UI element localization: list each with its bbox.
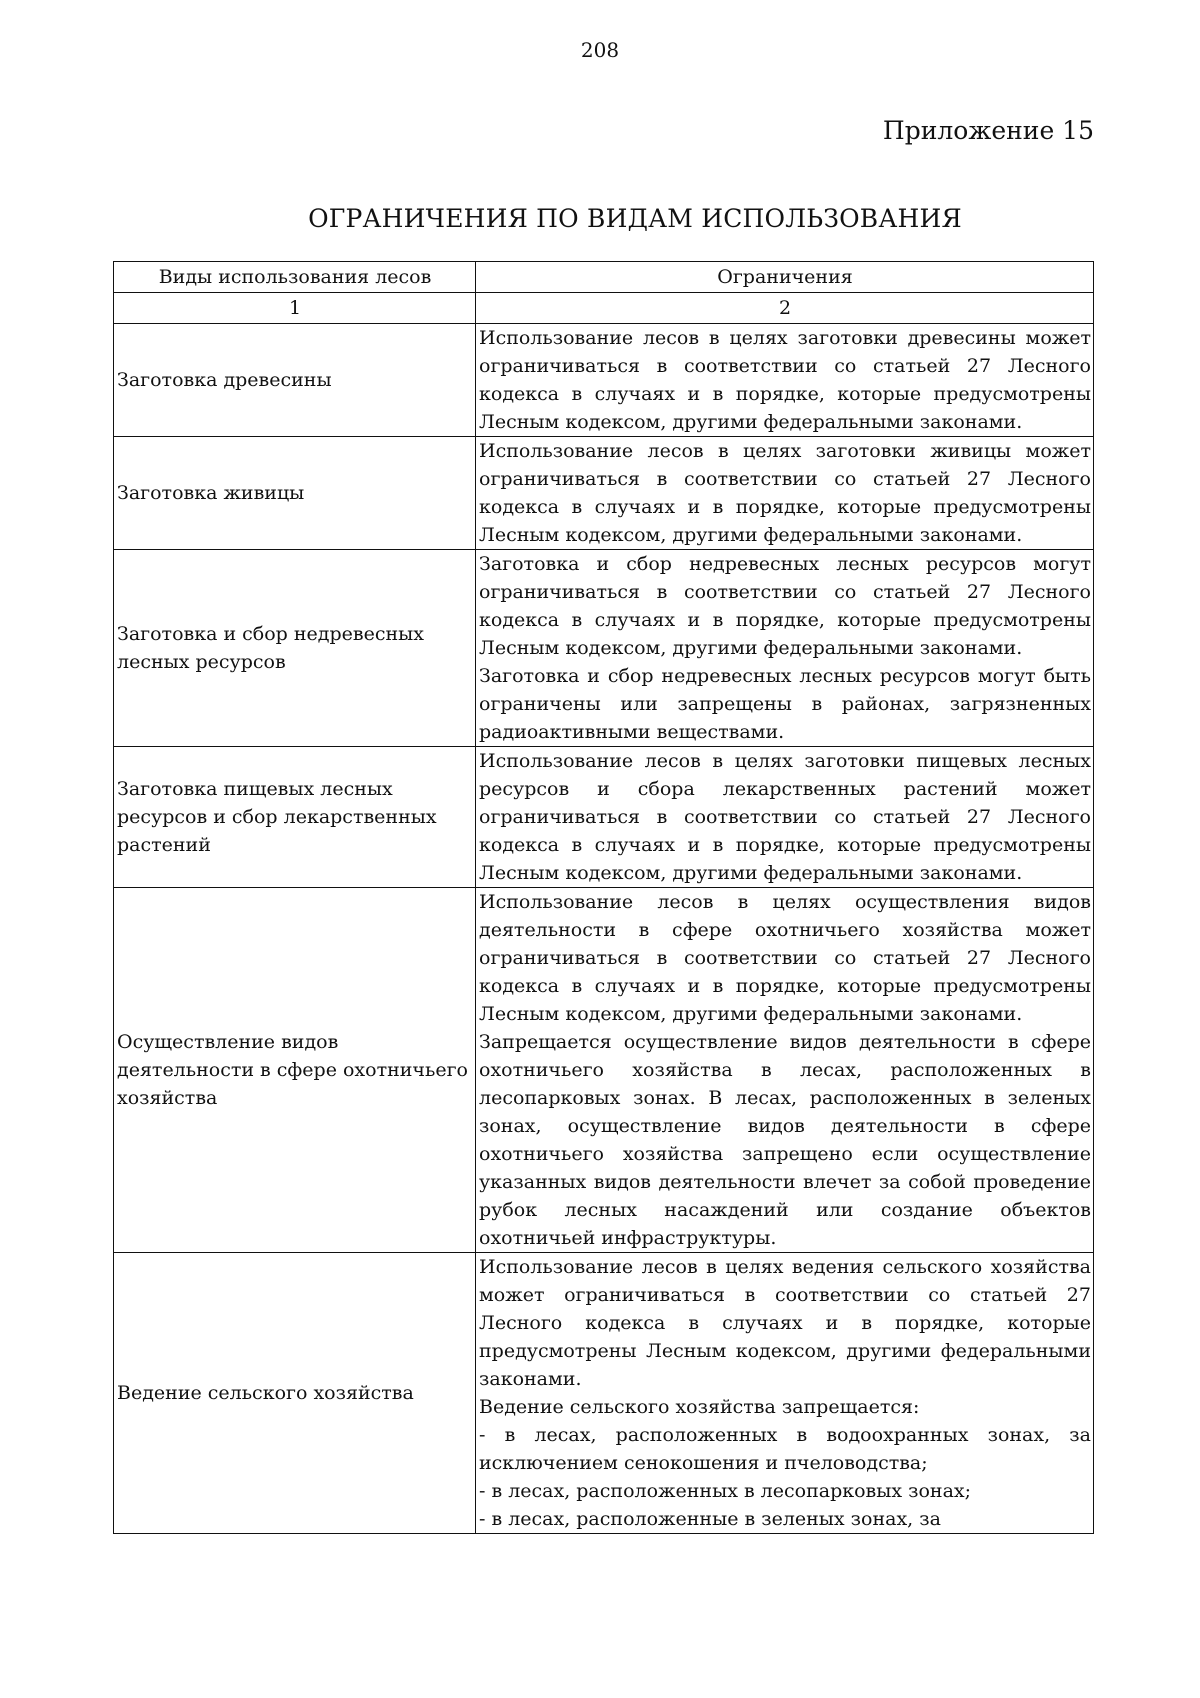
row-restriction — [476, 437, 1094, 550]
restriction-bullet: - в лесах, расположенных в лесопарковых зонах; — [479, 1480, 972, 1502]
row-kind: Заготовка живицы — [114, 437, 476, 550]
table-row — [114, 747, 1094, 888]
column-number-row — [114, 293, 1094, 324]
page-title: ОГРАНИЧЕНИЯ ПО ВИДАМ ИСПОЛЬЗОВАНИЯ — [308, 204, 962, 233]
row-restriction — [476, 550, 1094, 747]
table-row — [114, 437, 1094, 550]
header-forest-use: Виды использования лесов — [114, 262, 476, 293]
restriction-paragraph: Запрещается осуществление видов деятельности в сфере охотничьего хозяйства в лесах, расположенных в лесопарковых зонах. В лесах, расположенных в зеленых зонах, осуществление видов деятельности в сфере охотничьего хозяйства запрещено если осуществление указанных видов деятельности влечет за собой проведение рубок лесных насаждений или создание объектов охотничьей инфраструктуры. — [479, 1031, 1091, 1249]
table-row — [114, 888, 1094, 1253]
page-number: 208 — [580, 38, 620, 62]
restrictions-table — [113, 261, 1094, 1534]
restriction-paragraph: Использование лесов в целях заготовки древесины может ограничиваться в соответствии со статьей 27 Лесного кодекса в случаях и в порядке, которые предусмотрены Лесным кодексом, другими федеральными законами. — [479, 327, 1091, 433]
header-row — [114, 262, 1094, 293]
restriction-bullet: - в лесах, расположенные в зеленых зонах, за — [479, 1508, 941, 1530]
row-kind: Заготовка и сбор недревесных лесных ресурсов — [114, 550, 476, 747]
header-restrictions: Ограничения — [476, 262, 1094, 293]
restriction-paragraph: Использование лесов в целях осуществления видов деятельности в сфере охотничьего хозяйства может ограничиваться в соответствии со статьей 27 Лесного кодекса в случаях и в порядке, которые предусмотрены Лесным кодексом, другими федеральными законами. — [479, 891, 1091, 1025]
row-kind: Ведение сельского хозяйства — [114, 1253, 476, 1534]
row-restriction — [476, 324, 1094, 437]
row-kind: Заготовка древесины — [114, 324, 476, 437]
row-restriction — [476, 747, 1094, 888]
appendix-label: Приложение 15 — [882, 116, 1094, 145]
restriction-paragraph: Заготовка и сбор недревесных лесных ресурсов могут ограничиваться в соответствии со статьей 27 Лесного кодекса в случаях и в порядке, которые предусмотрены Лесным кодексом, другими федеральными законами. — [479, 553, 1091, 659]
restriction-paragraph: Использование лесов в целях заготовки живицы может ограничиваться в соответствии со статьей 27 Лесного кодекса в случаях и в порядке, которые предусмотрены Лесным кодексом, другими федеральными законами. — [479, 440, 1091, 546]
row-kind: Осуществление видов деятельности в сфере охотничьего хозяйства — [114, 888, 476, 1253]
restriction-paragraph: Заготовка и сбор недревесных лесных ресурсов могут быть ограничены или запрещены в районах, загрязненных радиоактивными веществами. — [479, 665, 1091, 743]
restriction-paragraph: Ведение сельского хозяйства запрещается: — [479, 1396, 920, 1418]
restriction-bullet: - в лесах, расположенных в водоохранных зонах, за исключением сенокошения и пчеловодства; — [479, 1424, 1091, 1474]
table-row — [114, 550, 1094, 747]
table-row — [114, 1253, 1094, 1534]
row-restriction — [476, 888, 1094, 1253]
restriction-paragraph: Использование лесов в целях заготовки пищевых лесных ресурсов и сбора лекарственных растений может ограничиваться в соответствии со статьей 27 Лесного кодекса в случаях и в порядке, которые предусмотрены Лесным кодексом, другими федеральными законами. — [479, 750, 1091, 884]
table-row — [114, 324, 1094, 437]
restriction-paragraph: Использование лесов в целях ведения сельского хозяйства может ограничиваться в соответствии со статьей 27 Лесного кодекса в случаях и в порядке, которые предусмотрены Лесным кодексом, другими федеральными законами. — [479, 1256, 1091, 1390]
row-kind: Заготовка пищевых лесных ресурсов и сбор лекарственных растений — [114, 747, 476, 888]
row-restriction — [476, 1253, 1094, 1534]
column-number-1: 1 — [114, 293, 476, 324]
column-number-2: 2 — [476, 293, 1094, 324]
